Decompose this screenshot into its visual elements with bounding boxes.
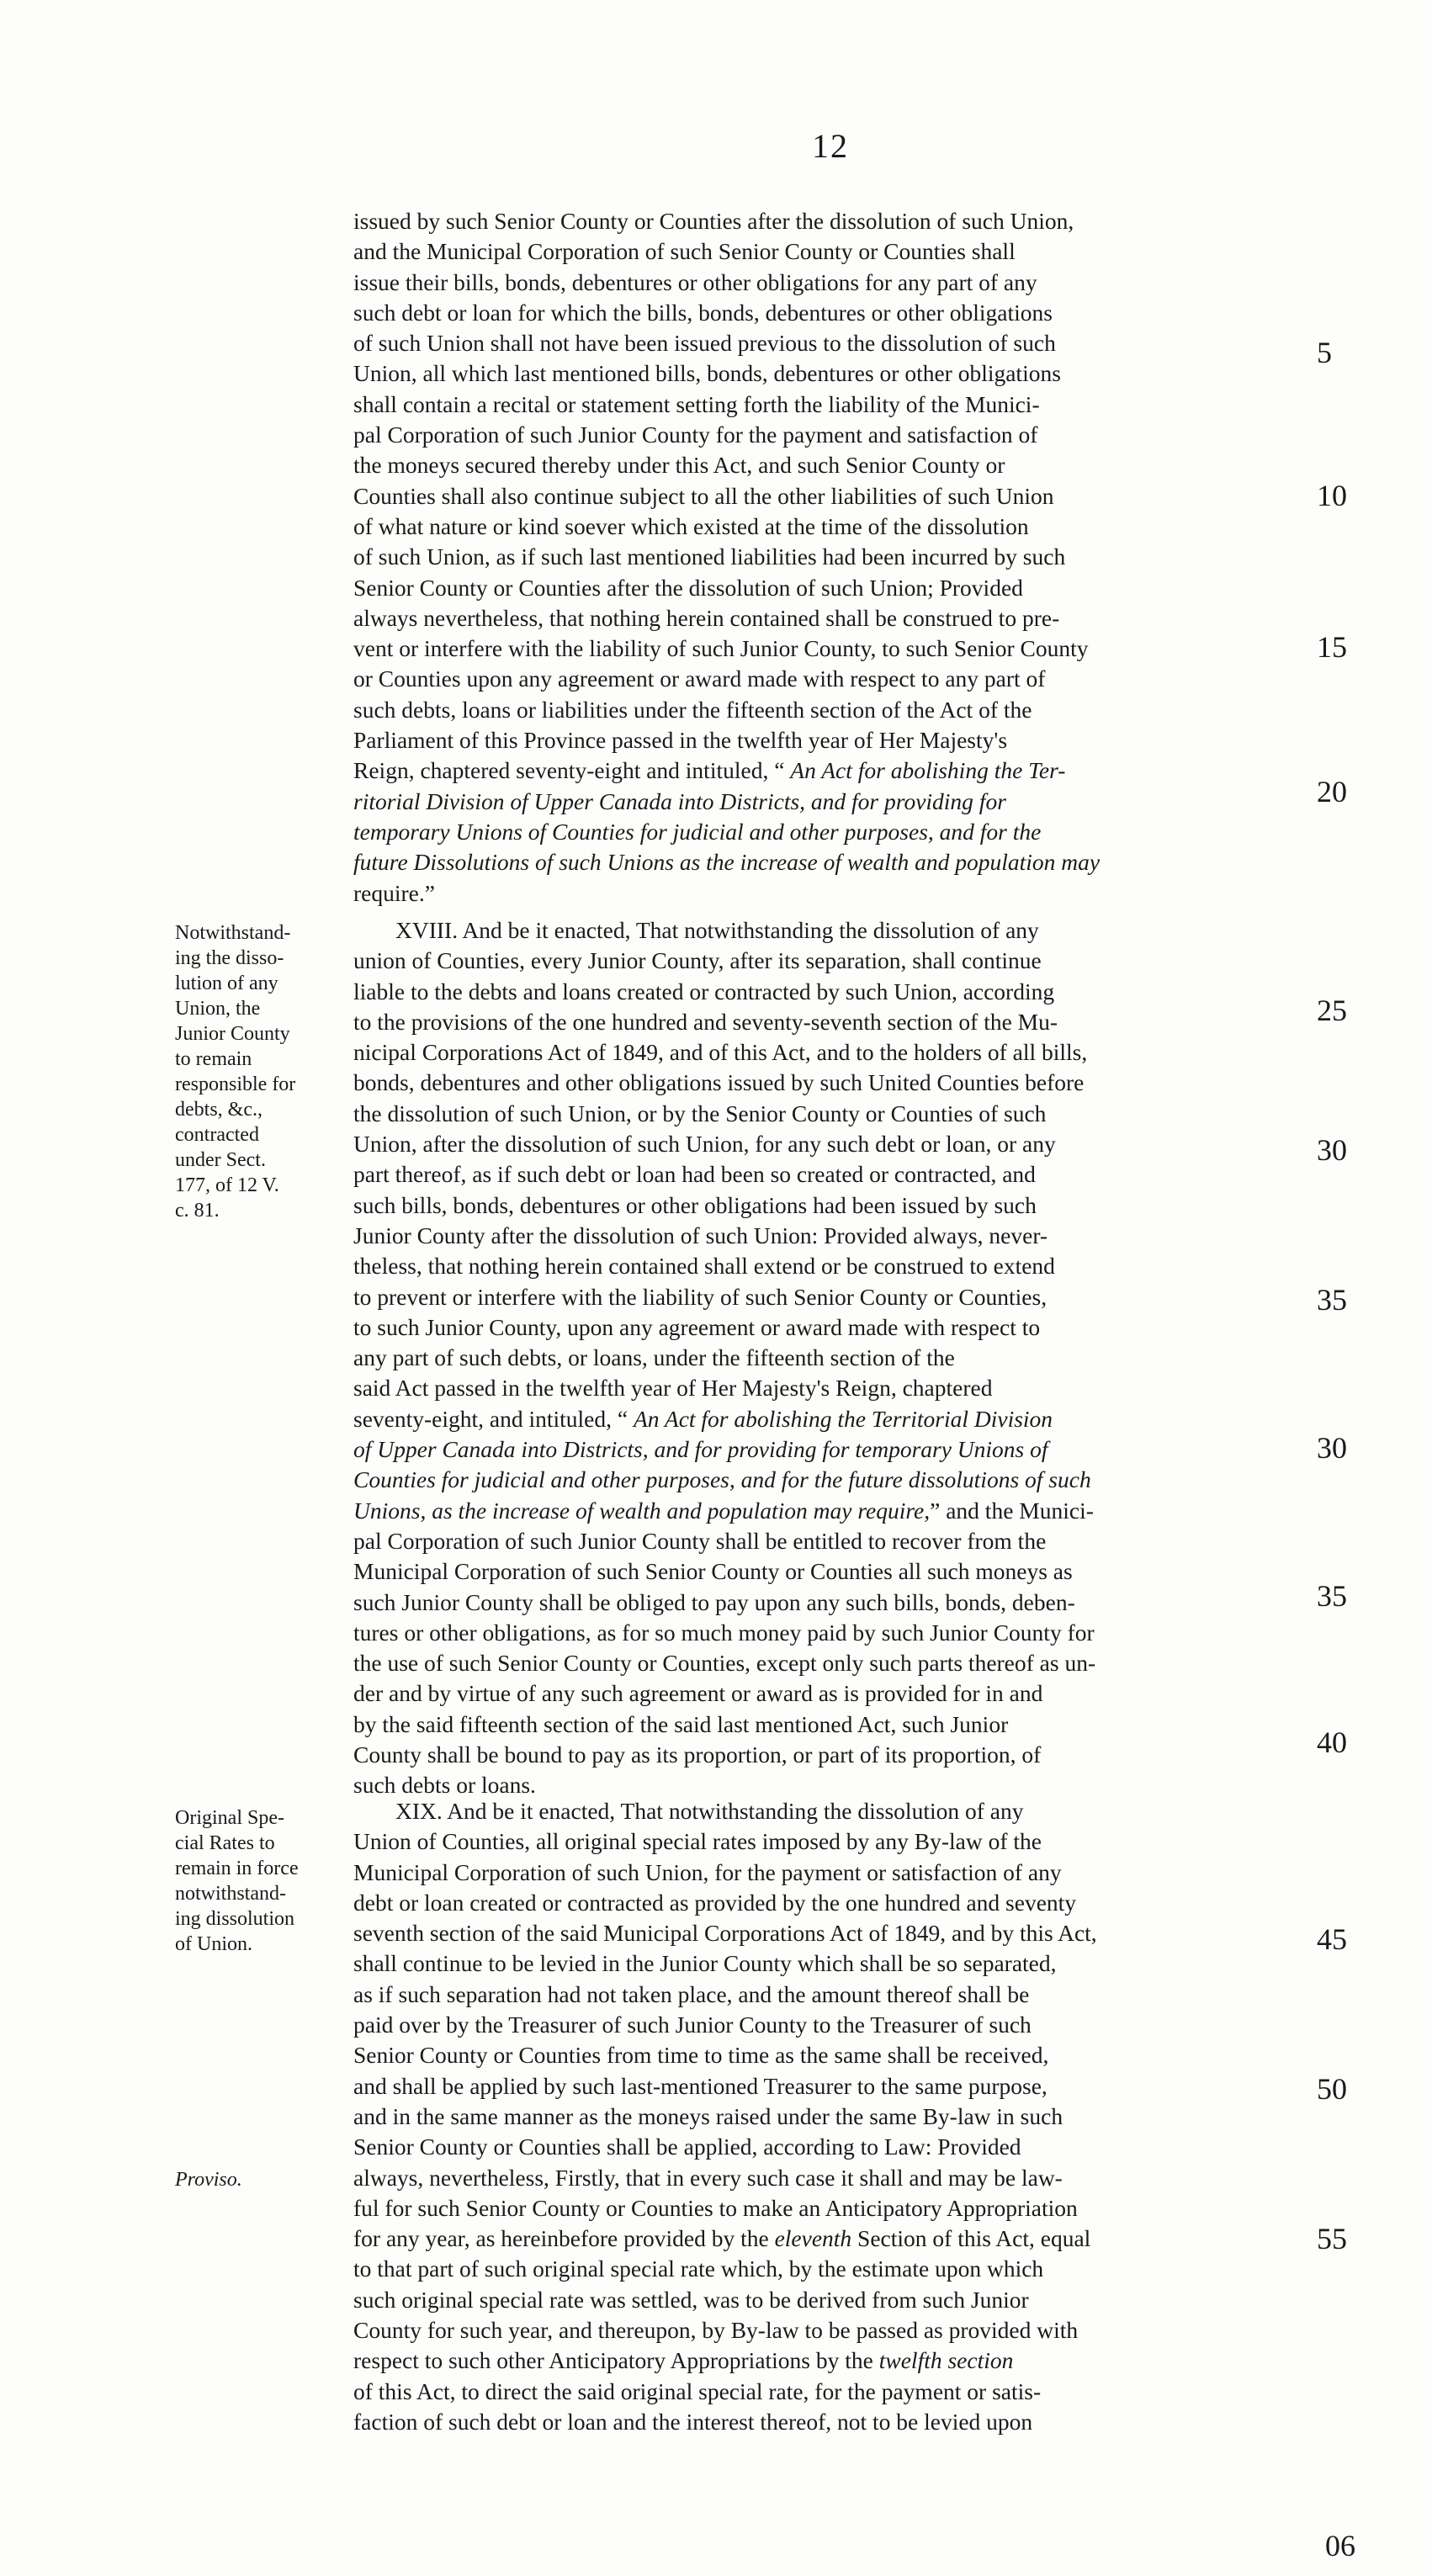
line-number: 45 xyxy=(1317,1922,1347,1956)
text-line: issued by such Senior County or Counties after the dissolution of such Union, xyxy=(353,208,1074,234)
text-line: respect to such other Anticipatory Appropriations by the twelfth section xyxy=(353,2347,1014,2374)
margin-note-section-xviii xyxy=(175,920,352,1223)
text-line: always nevertheless, that nothing herein contained shall be construed to pre- xyxy=(353,604,1060,631)
text-line: and the Municipal Corporation of such Senior County or Counties shall xyxy=(353,238,1016,265)
text-line: liable to the debts and loans created or contracted by such Union, according xyxy=(353,978,1055,1004)
margin-note-line: debts, &c., xyxy=(175,1099,263,1121)
text-line: seventh section of the said Municipal Corporations Act of 1849, and by this Act, xyxy=(353,1920,1097,1947)
text-line: for any year, as hereinbefore provided by the eleventh Section of this Act, equal xyxy=(353,2225,1091,2252)
text-line: of this Act, to direct the said original special rate, for the payment or satis- xyxy=(353,2377,1042,2404)
text-line: Senior County or Counties shall be applied, according to Law: Provided xyxy=(353,2133,1021,2160)
margin-note-proviso: Proviso. xyxy=(175,2169,242,2191)
text-line: shall continue to be levied in the Junior County which shall be so separated, xyxy=(353,1950,1057,1977)
margin-note-line: ing the disso- xyxy=(175,947,284,969)
line-number: 10 xyxy=(1317,479,1347,512)
text-line: XIX. And be it enacted, That notwithstanding the dissolution of any xyxy=(395,1798,1024,1824)
margin-note-line: contracted xyxy=(175,1124,259,1146)
text-line: require.” xyxy=(353,879,435,906)
text-line: as if such separation had not taken place, and the amount thereof shall be xyxy=(353,1980,1030,2007)
text-line: and shall be applied by such last-mentioned Treasurer to the same purpose, xyxy=(353,2072,1047,2099)
margin-note-line: Original Spe- xyxy=(175,1807,284,1829)
text-line: such bills, bonds, debentures or other obligations had been issued by such xyxy=(353,1191,1037,1218)
text-line: Union of Counties, all original special rates imposed by any By-law of the xyxy=(353,1828,1042,1855)
text-line: shall contain a recital or statement setting forth the liability of the Munici- xyxy=(353,390,1040,417)
margin-note-line: lution of any xyxy=(175,973,278,994)
text-line: Junior County after the dissolution of such Union: Provided always, never- xyxy=(353,1222,1048,1248)
text-line: such debts or loans. xyxy=(353,1772,536,1799)
text-line: seventy-eight, and intituled, “ An Act for abolishing the Territorial Division xyxy=(353,1405,1053,1432)
text-line: Unions, as the increase of wealth and population may require,” and the Munici- xyxy=(353,1497,1094,1524)
text-line: Union, after the dissolution of such Union, for any such debt or loan, or any xyxy=(353,1131,1056,1158)
text-line: such debt or loan for which the bills, bonds, debentures or other obligations xyxy=(353,299,1053,326)
text-line: ritorial Division of Upper Canada into Districts, and for providing for xyxy=(353,787,1006,814)
text-line: Senior County or Counties from time to time as the same shall be received, xyxy=(353,2042,1049,2069)
text-line: vent or interfere with the liability of such Junior County, to such Senior County xyxy=(353,635,1089,662)
margin-note-line: Junior County xyxy=(175,1023,290,1045)
text-line: Parliament of this Province passed in the twelfth year of Her Majesty's xyxy=(353,727,1008,754)
text-line: faction of such debt or loan and the interest thereof, not to be levied upon xyxy=(353,2408,1033,2435)
text-line: to prevent or interfere with the liability of such Senior County or Counties, xyxy=(353,1283,1047,1310)
text-line: and in the same manner as the moneys raised under the same By-law in such xyxy=(353,2102,1063,2129)
text-line: future Dissolutions of such Unions as the increase of wealth and population may xyxy=(353,849,1101,876)
margin-note-line: remain in force xyxy=(175,1858,299,1879)
margin-note-line: Union, the xyxy=(175,998,261,1020)
line-number: 35 xyxy=(1317,1579,1347,1613)
text-line: County shall be bound to pay as its proportion, or part of its proportion, of xyxy=(353,1741,1042,1768)
text-line: XVIII. And be it enacted, That notwithstanding the dissolution of any xyxy=(395,917,1039,943)
margin-note-line: of Union. xyxy=(175,1933,252,1955)
text-line: of such Union shall not have been issued previous to the dissolution of such xyxy=(353,330,1056,357)
text-line: debt or loan created or contracted as provided by the one hundred and seventy xyxy=(353,1889,1077,1916)
text-line: the use of such Senior County or Counties, except only such parts thereof as un- xyxy=(353,1650,1096,1677)
text-line: to such Junior County, upon any agreement or award made with respect to xyxy=(353,1313,1041,1340)
margin-note-line: Notwithstand- xyxy=(175,922,291,944)
text-line: Union, all which last mentioned bills, bonds, debentures or other obligations xyxy=(353,360,1061,387)
text-line: tures or other obligations, as for so much money paid by such Junior County for xyxy=(353,1619,1095,1646)
text-line: pal Corporation of such Junior County shall be entitled to recover from the xyxy=(353,1527,1047,1554)
text-line: Senior County or Counties after the dissolution of such Union; Provided xyxy=(353,574,1023,601)
section-xix xyxy=(353,1796,1304,2437)
line-number: 5 xyxy=(1317,336,1332,369)
text-line: temporary Unions of Counties for judicial and other purposes, and for the xyxy=(353,818,1042,845)
margin-note-line: ing dissolution xyxy=(175,1908,295,1930)
line-number: 30 xyxy=(1317,1431,1347,1465)
text-line: der and by virtue of any such agreement or award as is provided for in and xyxy=(353,1680,1043,1707)
continuation-paragraph xyxy=(353,206,1304,909)
line-number: 55 xyxy=(1317,2222,1347,2255)
line-number: 40 xyxy=(1317,1725,1347,1759)
text-line: of what nature or kind soever which existed at the time of the dissolution xyxy=(353,512,1029,539)
text-line: nicipal Corporations Act of 1849, and of this Act, and to the holders of all bills, xyxy=(353,1039,1088,1066)
text-line: union of Counties, every Junior County, after its separation, shall continue xyxy=(353,947,1042,974)
text-line: of such Union, as if such last mentioned liabilities had been incurred by such xyxy=(353,543,1066,570)
text-line: always, nevertheless, Firstly, that in every such case it shall and may be law- xyxy=(353,2164,1063,2191)
text-line: any part of such debts, or loans, under the fifteenth section of the xyxy=(353,1344,955,1371)
line-number: 20 xyxy=(1317,775,1347,808)
text-line: Counties for judicial and other purposes, and for the future dissolutions of such xyxy=(353,1466,1091,1493)
text-line: by the said fifteenth section of the said last mentioned Act, such Junior xyxy=(353,1710,1009,1737)
line-number: 30 xyxy=(1317,1133,1347,1167)
text-line: Reign, chaptered seventy-eight and intituled, “ An Act for abolishing the Ter- xyxy=(353,757,1066,784)
catchword: 06 xyxy=(1325,2529,1355,2563)
text-line: such debts, loans or liabilities under the fifteenth section of the Act of the xyxy=(353,696,1032,723)
line-number: 25 xyxy=(1317,994,1347,1027)
text-line: to that part of such original special rate which, by the estimate upon which xyxy=(353,2255,1044,2282)
text-line: issue their bills, bonds, debentures or other obligations for any part of any xyxy=(353,268,1037,295)
margin-note-line: to remain xyxy=(175,1048,252,1070)
margin-note-line: 177, of 12 V. xyxy=(175,1174,279,1196)
text-line: theless, that nothing herein contained shall extend or be construed to extend xyxy=(353,1253,1055,1280)
text-line: pal Corporation of such Junior County for the payment and satisfaction of xyxy=(353,421,1038,448)
text-line: ful for such Senior County or Counties to make an Anticipatory Appropriation xyxy=(353,2194,1078,2221)
text-line: or Counties upon any agreement or award made with respect to any part of xyxy=(353,665,1046,692)
text-line: such Junior County shall be obliged to pay upon any such bills, bonds, deben- xyxy=(353,1588,1075,1615)
text-line: paid over by the Treasurer of such Junior County to the Treasurer of such xyxy=(353,2012,1032,2038)
line-number: 35 xyxy=(1317,1283,1347,1317)
text-line: Municipal Corporation of such Senior County or Counties all such moneys as xyxy=(353,1558,1073,1585)
margin-note-line: notwithstand- xyxy=(175,1883,286,1905)
page-number: 12 xyxy=(812,127,849,165)
text-line: bonds, debentures and other obligations issued by such United Counties before xyxy=(353,1069,1085,1096)
margin-note-line: c. 81. xyxy=(175,1200,220,1222)
text-line: part thereof, as if such debt or loan had been so created or contracted, and xyxy=(353,1161,1036,1188)
margin-note-section-xix xyxy=(175,1805,352,1957)
text-line: of Upper Canada into Districts, and for providing for temporary Unions of xyxy=(353,1436,1048,1463)
text-line: to the provisions of the one hundred and seventy-seventh section of the Mu- xyxy=(353,1008,1058,1035)
text-line: Counties shall also continue subject to all the other liabilities of such Union xyxy=(353,482,1054,509)
section-xviii xyxy=(353,915,1304,1801)
text-line: County for such year, and thereupon, by By-law to be passed as provided with xyxy=(353,2317,1079,2344)
margin-note-line: cial Rates to xyxy=(175,1832,275,1854)
text-line: such original special rate was settled, was to be derived from such Junior xyxy=(353,2286,1029,2313)
text-line: Municipal Corporation of such Union, for the payment or satisfaction of any xyxy=(353,1858,1062,1885)
margin-note-line: responsible for xyxy=(175,1073,296,1095)
margin-note-line: under Sect. xyxy=(175,1149,266,1171)
text-line: the dissolution of such Union, or by the Senior County or Counties of such xyxy=(353,1100,1047,1126)
line-number: 15 xyxy=(1317,630,1347,664)
line-number: 50 xyxy=(1317,2072,1347,2106)
text-line: said Act passed in the twelfth year of Her Majesty's Reign, chaptered xyxy=(353,1375,993,1402)
text-line: the moneys secured thereby under this Act, and such Senior County or xyxy=(353,452,1005,479)
